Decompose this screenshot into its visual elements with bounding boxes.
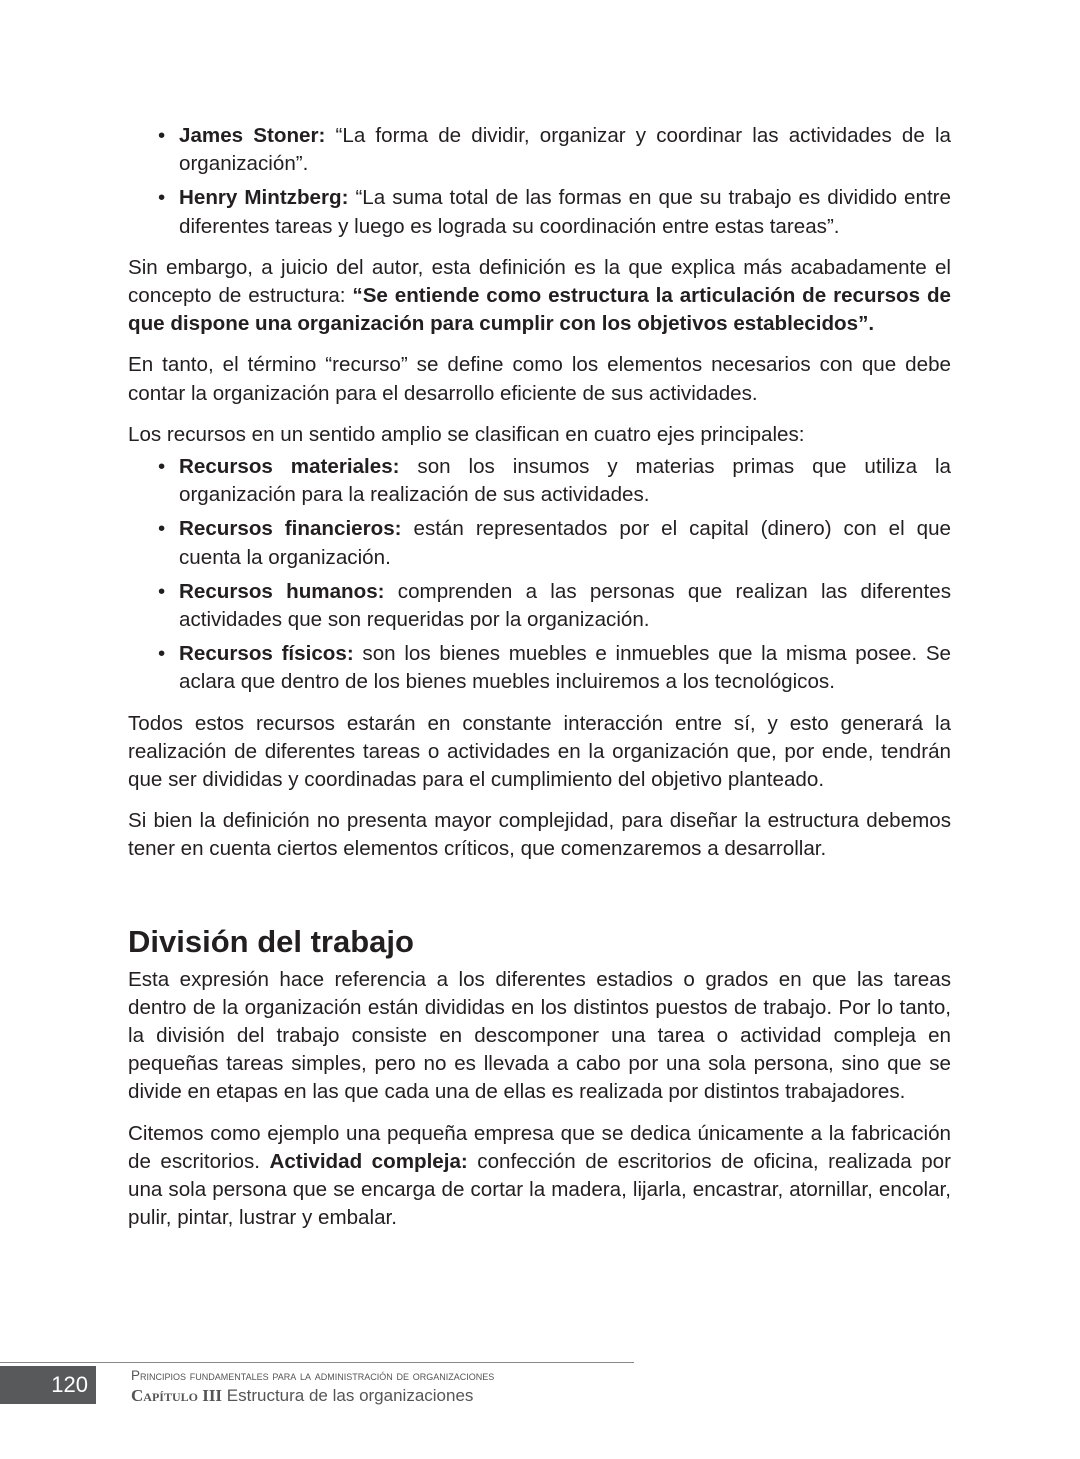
list-item: • Recursos financieros: están representados por el capital (dinero) con el que cuenta la organización. [128,515,951,571]
section-heading: División del trabajo [128,923,414,959]
paragraph: Sin embargo, a juicio del autor, esta definición es la que explica más acabadamente el concepto de estructura: “Se entiende como estructura la articulación de recursos de que dispone una organización para cumplir con los objetivos establecidos”. [128,255,951,336]
paragraph: En tanto, el término “recurso” se define como los elementos necesarios con que debe contar la organización para el desarrollo eficiente de sus actividades. [128,353,951,405]
paragraph: Si bien la definición no presenta mayor complejidad, para diseñar la estructura debemos tener en cuenta ciertos elementos críticos, que comenzaremos a desarrollar. [128,809,951,861]
definitions-list [128,122,951,241]
paragraph: Esta expresión hace referencia a los diferentes estadios o grados en que las tareas dentro de la organización están divididas en los distintos puestos de trabajo. Por lo tanto, la división del trabajo consiste en descomponer una tarea o actividad compleja en pequeñas tareas simples, pero no es llevada a cabo por una sola persona, sino que se divide en etapas en las que cada una de ellas es realizada por distintos trabajadores. [128,967,951,1104]
list-item: • Recursos físicos: son los bienes muebles e inmuebles que la misma posee. Se aclara que dentro de los bienes muebles incluiremos a los tecnológicos. [128,640,951,696]
list-item: • Henry Mintzberg: “La suma total de las formas en que su trabajo es dividido entre diferentes tareas y luego es lograda su coordinación entre estas tareas”. [128,184,951,240]
list-item: • James Stoner: “La forma de dividir, organizar y coordinar las actividades de la organización”. [128,122,951,178]
page-body [128,122,951,1246]
book-title: Principios fundamentales para la administración de organizaciones [131,1368,495,1383]
footer-divider [0,1362,634,1363]
paragraph: Los recursos en un sentido amplio se clasifican en cuatro ejes principales: [128,422,805,446]
list-item: • Recursos materiales: son los insumos y materias primas que utiliza la organización para la realización de sus actividades. [128,453,951,509]
paragraph: Citemos como ejemplo una pequeña empresa que se dedica únicamente a la fabricación de escritorios. Actividad compleja: confección de escritorios de oficina, realizada por una sola persona que se encarga de cortar la madera, lijarla, encastrar, atornillar, encolar, pulir, pintar, lustrar y embalar. [128,1121,951,1230]
chapter-title: Capítulo III Estructura de las organizaciones [131,1386,474,1405]
list-item: • Recursos humanos: comprenden a las personas que realizan las diferentes actividades que son requeridas por la organización. [128,578,951,634]
resources-list [128,453,951,697]
page-number: 120 [0,1366,96,1404]
paragraph: Todos estos recursos estarán en constante interacción entre sí, y esto generará la realización de diferentes tareas o actividades en la organización que, por ende, tendrán que ser divididas y coordinadas para el cumplimiento del objetivo planteado. [128,711,951,792]
